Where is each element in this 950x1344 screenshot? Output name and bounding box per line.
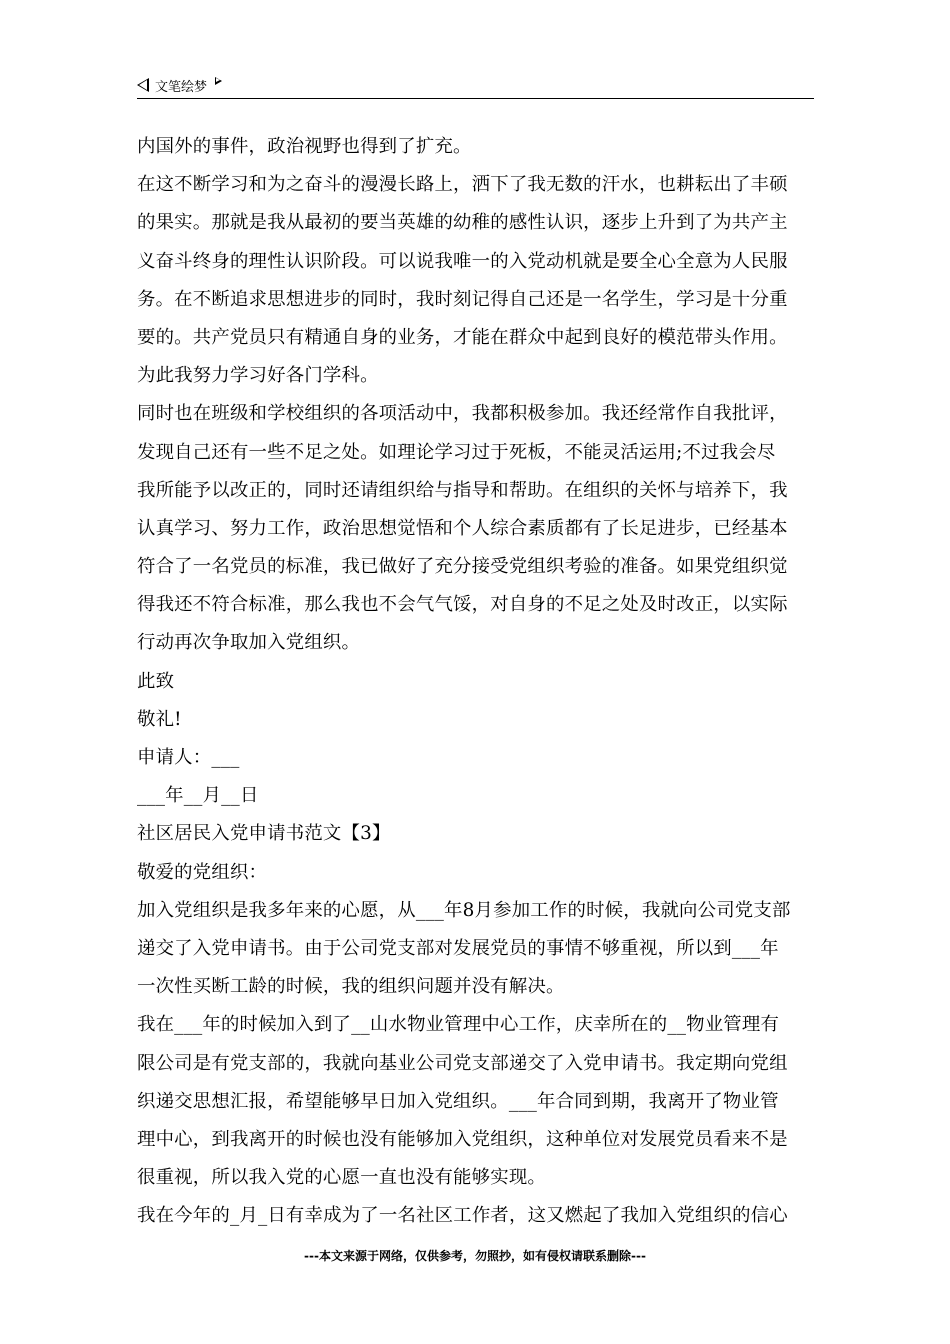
text-line: 理中心，到我离开的时候也没有能够加入党组织，这种单位对发展党员看来不是 <box>137 1128 788 1150</box>
text-line: 内国外的事件，政治视野也得到了扩充。 <box>137 136 472 157</box>
page-footer: ---本文来源于网络，仅供参考，勿照抄，如有侵权请联系删除--- <box>304 1249 646 1263</box>
text-line: 敬爱的党组织： <box>137 861 268 883</box>
text-line: 务。在不断追求思想进步的同时，我时刻记得自己还是一名学生，学习是十分重 <box>137 288 788 310</box>
text-line: ___年__月__日 <box>137 785 259 807</box>
text-line: 义奋斗终身的理性认识阶段。可以说我唯一的入党动机就是要全心全意为人民服 <box>137 250 788 272</box>
header-brand: 文笔绘梦 <box>155 79 208 95</box>
text-line: 加入党组织是我多年来的心愿，从___年8月参加工作的时候，我就向公司党支部 <box>137 899 791 921</box>
text-line: 同时也在班级和学校组织的各项活动中，我都积极参加。我还经常作自我批评， <box>137 403 788 425</box>
triangle-right-icon <box>215 77 222 85</box>
text-line: 一次性买断工龄的时候，我的组织问题并没有解决。 <box>137 976 565 998</box>
text-line: 得我还不符合标准，那么我也不会气气馁，对自身的不足之处及时改正，以实际 <box>137 594 788 616</box>
text-line: 此致 <box>137 670 175 692</box>
text-line: 限公司是有党支部的，我就向基业公司党支部递交了入党申请书。我定期向党组 <box>137 1052 788 1074</box>
text-line: 为此我努力学习好各门学科。 <box>137 365 379 387</box>
text-line: 申请人：___ <box>137 747 240 768</box>
text-line: 社区居民入党申请书范文【3】 <box>137 823 391 845</box>
text-line: 符合了一名党员的标准，我已做好了充分接受党组织考验的准备。如果党组织觉 <box>137 556 788 578</box>
text-line: 的果实。那就是我从最初的要当英雄的幼稚的感性认识，逐步上升到了为共产主 <box>137 212 788 234</box>
text-line: 发现自己还有一些不足之处。如理论学习过于死板，不能灵活运用;不过我会尽 <box>137 441 776 463</box>
text-line: 很重视，所以我入党的心愿一直也没有能够实现。 <box>137 1167 546 1189</box>
document-body <box>137 128 817 1235</box>
text-line: 行动再次争取加入党组织。 <box>137 632 361 654</box>
triangle-left-icon <box>137 78 149 92</box>
text-line: 敬礼! <box>137 708 182 730</box>
text-line: 织递交思想汇报，希望能够早日加入党组织。___年合同到期，我离开了物业管 <box>137 1090 779 1112</box>
text-line: 要的。共产党员只有精通自身的业务，才能在群众中起到良好的模范带头作用。 <box>137 326 788 348</box>
text-line: 在这不断学习和为之奋斗的漫漫长路上，洒下了我无数的汗水，也耕耘出了丰硕 <box>137 174 788 196</box>
page-header <box>137 72 814 99</box>
text-line: 我所能予以改正的，同时还请组织给与指导和帮助。在组织的关怀与培养下，我 <box>137 479 788 501</box>
text-line: 递交了入党申请书。由于公司党支部对发展党员的事情不够重视，所以到___年 <box>137 937 779 959</box>
text-line: 我在今年的_月_日有幸成为了一名社区工作者，这又燃起了我加入党组织的信心 <box>137 1205 788 1227</box>
text-line: 认真学习、努力工作，政治思想觉悟和个人综合素质都有了长足进步，已经基本 <box>137 517 788 539</box>
text-line: 我在___年的时候加入到了__山水物业管理中心工作，庆幸所在的__物业管理有 <box>137 1014 780 1036</box>
